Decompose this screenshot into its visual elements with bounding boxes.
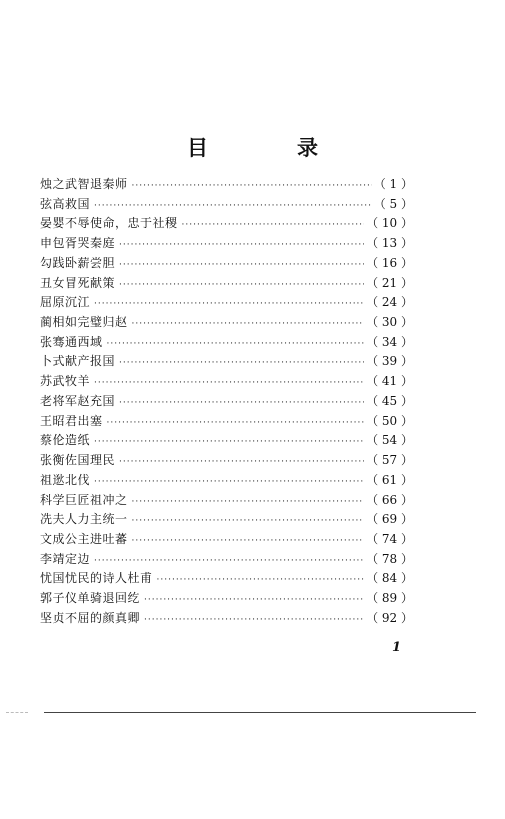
toc-dot-leader — [132, 493, 365, 513]
toc-entry-page: （ 16 ） — [366, 255, 413, 270]
toc-dot-leader — [94, 473, 364, 493]
toc-entry — [40, 333, 413, 353]
toc-entry-page: （ 78 ） — [366, 551, 413, 566]
toc-dot-leader — [119, 276, 364, 296]
toc-entry-page: （ 10 ） — [366, 216, 413, 231]
toc-entry-title: 郭子仪单骑退回纥 — [40, 591, 141, 606]
toc-entry-title: 申包胥哭秦庭 — [40, 236, 116, 251]
toc-dot-leader — [119, 354, 364, 374]
toc-dot-leader — [119, 236, 364, 256]
toc-entry — [40, 293, 413, 313]
toc-entry — [40, 412, 413, 432]
toc-entry-title: 屈原沉江 — [40, 295, 91, 310]
toc-entry — [40, 195, 413, 215]
toc-dot-leader — [94, 295, 364, 315]
toc-entry-page-number: 24 — [381, 295, 398, 310]
table-of-contents — [40, 175, 413, 629]
scan-edge-mark — [6, 712, 28, 713]
toc-entry-title: 祖逖北伐 — [40, 472, 91, 487]
toc-dot-leader — [94, 433, 364, 453]
toc-entry — [40, 372, 413, 392]
toc-entry-page: （ 66 ） — [366, 492, 413, 507]
toc-entry-title: 忧国忧民的诗人杜甫 — [40, 571, 153, 586]
toc-dot-leader — [132, 315, 365, 335]
toc-entry-page-number: 84 — [381, 571, 398, 586]
toc-entry-page-number: 21 — [381, 275, 398, 290]
toc-entry — [40, 550, 413, 570]
toc-entry-page-number: 39 — [381, 354, 398, 369]
toc-entry-page: （ 61 ） — [366, 472, 413, 487]
toc-entry-page-number: 13 — [381, 236, 398, 251]
toc-entry-title: 张衡佐国理民 — [40, 453, 116, 468]
toc-dot-leader — [144, 611, 364, 631]
toc-entry — [40, 589, 413, 609]
toc-dot-leader — [144, 591, 364, 611]
toc-entry-page: （ 69 ） — [366, 512, 413, 527]
toc-entry — [40, 491, 413, 511]
toc-entry-page: （ 54 ） — [366, 433, 413, 448]
toc-dot-leader — [107, 414, 365, 434]
toc-entry-page: （ 92 ） — [366, 610, 413, 625]
toc-entry-page: （ 1 ） — [373, 177, 413, 191]
toc-entry — [40, 392, 413, 412]
toc-entry-title: 弦高救国 — [40, 196, 91, 211]
toc-entry-page-number: 45 — [381, 393, 398, 408]
toc-dot-leader — [132, 177, 372, 197]
toc-entry-page: （ 89 ） — [366, 591, 413, 606]
toc-entry-page: （ 30 ） — [366, 315, 413, 330]
toc-entry-page: （ 13 ） — [366, 236, 413, 251]
toc-entry-title: 坚贞不屈的颜真卿 — [40, 610, 141, 625]
toc-entry-page-number: 61 — [381, 472, 398, 487]
toc-entry — [40, 175, 413, 195]
toc-entry-title: 王昭君出塞 — [40, 413, 103, 428]
toc-dot-leader — [182, 216, 365, 236]
toc-entry — [40, 254, 413, 274]
toc-dot-leader — [132, 512, 365, 532]
toc-entry-page-number: 5 — [389, 196, 398, 211]
toc-entry-title: 卜式献产报国 — [40, 354, 116, 369]
toc-entry-page-number: 92 — [381, 610, 398, 625]
toc-entry — [40, 234, 413, 254]
toc-entry-title: 苏武牧羊 — [40, 374, 91, 389]
toc-entry — [40, 274, 413, 294]
toc-entry-title: 晏婴不辱使命，忠于社稷 — [40, 216, 178, 231]
toc-entry — [40, 313, 413, 333]
toc-entry-title: 烛之武智退秦师 — [40, 177, 128, 191]
page-number: 1 — [392, 640, 402, 655]
toc-entry-title: 老将军赵充国 — [40, 393, 116, 408]
toc-entry-page-number: 89 — [381, 591, 398, 606]
toc-entry — [40, 471, 413, 491]
toc-entry-page-number: 69 — [381, 512, 398, 527]
toc-dot-leader — [119, 394, 364, 414]
toc-dot-leader — [157, 571, 365, 591]
toc-entry — [40, 214, 413, 234]
toc-dot-leader — [119, 256, 364, 276]
toc-entry-page-number: 78 — [381, 551, 398, 566]
toc-entry-page: （ 45 ） — [366, 393, 413, 408]
toc-dot-leader — [107, 335, 365, 355]
toc-entry-page-number: 57 — [381, 453, 398, 468]
toc-entry-page: （ 34 ） — [366, 334, 413, 349]
toc-entry-page: （ 41 ） — [366, 374, 413, 389]
toc-entry-title: 丑女冒死献策 — [40, 275, 116, 290]
toc-entry — [40, 530, 413, 550]
toc-entry-page: （ 84 ） — [366, 571, 413, 586]
toc-entry — [40, 569, 413, 589]
toc-entry-page-number: 66 — [381, 492, 398, 507]
toc-entry-page-number: 50 — [381, 413, 398, 428]
toc-entry-title: 蔺相如完璧归赵 — [40, 315, 128, 330]
toc-entry-page-number: 74 — [381, 531, 398, 546]
toc-entry-page-number: 1 — [389, 177, 398, 191]
toc-entry-page: （ 39 ） — [366, 354, 413, 369]
toc-dot-leader — [132, 532, 365, 552]
toc-entry-page: （ 57 ） — [366, 453, 413, 468]
toc-entry-title: 冼夫人力主统一 — [40, 512, 128, 527]
toc-entry-page: （ 50 ） — [366, 413, 413, 428]
toc-entry — [40, 510, 413, 530]
toc-entry — [40, 609, 413, 629]
toc-entry-page-number: 54 — [381, 433, 398, 448]
toc-entry — [40, 352, 413, 372]
toc-entry-title: 张骞通西域 — [40, 334, 103, 349]
toc-dot-leader — [119, 453, 364, 473]
toc-entry — [40, 431, 413, 451]
toc-entry-title: 文成公主进吐蕃 — [40, 531, 128, 546]
toc-entry-page-number: 10 — [381, 216, 398, 231]
toc-entry-page: （ 24 ） — [366, 295, 413, 310]
toc-entry-title: 勾践卧薪尝胆 — [40, 255, 116, 270]
toc-entry-page: （ 21 ） — [366, 275, 413, 290]
toc-entry-page: （ 5 ） — [373, 196, 413, 211]
toc-dot-leader — [94, 374, 364, 394]
toc-entry-title: 李靖定边 — [40, 551, 91, 566]
toc-entry-title: 蔡伦造纸 — [40, 433, 91, 448]
toc-entry-page: （ 74 ） — [366, 531, 413, 546]
toc-entry-page-number: 30 — [381, 315, 398, 330]
toc-entry-page-number: 41 — [381, 374, 398, 389]
toc-entry — [40, 451, 413, 471]
toc-entry-title: 科学巨匠祖冲之 — [40, 492, 128, 507]
toc-entry-page-number: 34 — [381, 334, 398, 349]
footer-rule — [44, 712, 476, 713]
page-title: 目 录 — [187, 135, 352, 160]
toc-entry-page-number: 16 — [381, 255, 398, 270]
